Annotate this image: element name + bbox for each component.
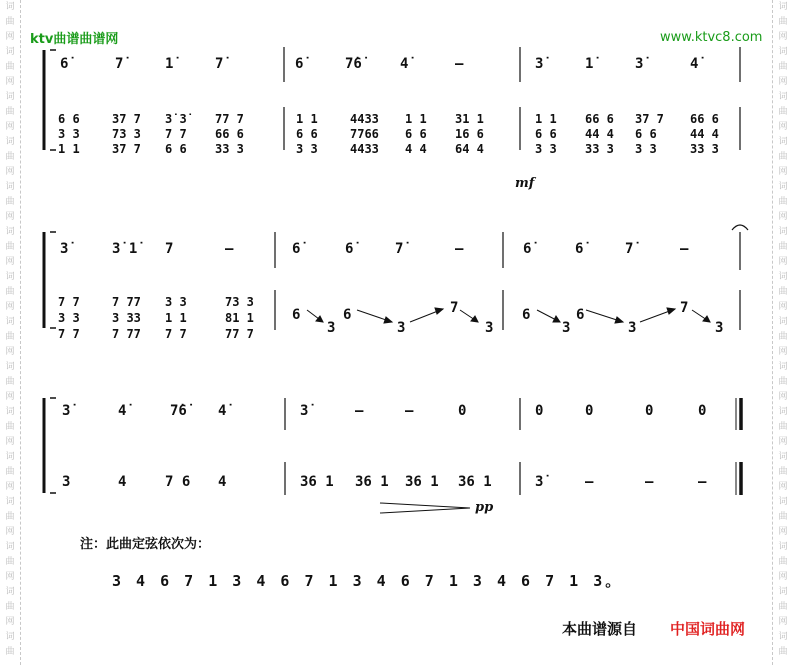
watermark-char: 网 bbox=[5, 167, 15, 177]
watermark-char: 网 bbox=[778, 32, 788, 42]
watermark-char: 词 bbox=[5, 587, 15, 597]
melody-note: 3̇ bbox=[535, 56, 544, 72]
watermark-char: 曲 bbox=[5, 512, 15, 522]
melody-note: 6̇ bbox=[345, 241, 354, 257]
melody-note: 6̇ bbox=[523, 241, 532, 257]
accomp-note-bottom: 77 7 bbox=[225, 327, 254, 341]
melody-note: – bbox=[455, 56, 464, 72]
watermark-char: 词 bbox=[778, 2, 788, 12]
accomp-note-mid: 81 1 bbox=[225, 311, 254, 325]
watermark-char: 网 bbox=[5, 302, 15, 312]
watermark-char: 词 bbox=[778, 137, 788, 147]
accomp-note-bottom: 7 7 bbox=[58, 327, 80, 341]
watermark-char: 词 bbox=[5, 227, 15, 237]
watermark-char: 词 bbox=[5, 362, 15, 372]
watermark-char: 曲 bbox=[5, 242, 15, 252]
watermark-char: 曲 bbox=[778, 602, 788, 612]
accomp-note-mid: 3 3 bbox=[58, 127, 80, 141]
melody-note: – bbox=[455, 241, 464, 257]
watermark-char: 词 bbox=[5, 497, 15, 507]
watermark-char: 词 bbox=[778, 362, 788, 372]
watermark-char: 词 bbox=[5, 182, 15, 192]
watermark-char: 曲 bbox=[5, 647, 15, 657]
watermark-char: 词 bbox=[5, 407, 15, 417]
watermark-char: 网 bbox=[778, 347, 788, 357]
watermark-char: 曲 bbox=[5, 17, 15, 27]
watermark-char: 网 bbox=[5, 32, 15, 42]
accomp-note-mid: 44 4 bbox=[585, 127, 614, 141]
arpeggio-note: 6 bbox=[292, 307, 301, 323]
watermark-char: 曲 bbox=[778, 242, 788, 252]
melody-note: 4̇ bbox=[218, 403, 227, 419]
watermark-char: 曲 bbox=[778, 152, 788, 162]
accomp-note: 7 6 bbox=[165, 474, 191, 490]
accomp-note-mid: 6 6 bbox=[296, 127, 318, 141]
watermark-char: 词 bbox=[5, 272, 15, 282]
melody-note: 0 bbox=[585, 403, 594, 419]
site-url[interactable]: www.ktvc8.com bbox=[660, 30, 763, 45]
accomp-note: – bbox=[645, 474, 654, 490]
watermark-char: 词 bbox=[778, 182, 788, 192]
melody-note: 6̇ bbox=[575, 241, 584, 257]
accomp-note-top: 1 1 bbox=[296, 112, 318, 126]
melody-note: – bbox=[225, 241, 234, 257]
accomp-note-bottom: 1 1 bbox=[58, 142, 80, 156]
arpeggio-note: 3 bbox=[715, 320, 724, 336]
melody-note: 0 bbox=[698, 403, 707, 419]
accomp-note-mid: 7 7 bbox=[165, 127, 187, 141]
accomp-note-bottom: 7 77 bbox=[112, 327, 141, 341]
melody-note: 4̇ bbox=[118, 403, 127, 419]
dynamic-marking: mf bbox=[515, 176, 535, 191]
accomp-note-mid: 6 6 bbox=[405, 127, 427, 141]
watermark-char: 网 bbox=[5, 617, 15, 627]
watermark-char: 曲 bbox=[5, 287, 15, 297]
accomp-note-bottom: 37 7 bbox=[112, 142, 141, 156]
melody-note: 6̇ bbox=[60, 56, 69, 72]
watermark-char: 网 bbox=[778, 482, 788, 492]
accomp-note-mid: 73 3 bbox=[112, 127, 141, 141]
watermark-char: 词 bbox=[778, 632, 788, 642]
melody-note: 6̇ bbox=[295, 56, 304, 72]
watermark-char: 曲 bbox=[5, 62, 15, 72]
accomp-note-bottom: 3 3 bbox=[535, 142, 557, 156]
accomp-note-top: 3̇ 3̇ bbox=[165, 112, 187, 126]
watermark-char: 网 bbox=[5, 257, 15, 267]
accomp-note: 3̇ bbox=[535, 474, 544, 490]
accomp-note-top: 3 3 bbox=[165, 295, 187, 309]
accomp-note-top: 37 7 bbox=[635, 112, 664, 126]
arpeggio-note: 3 bbox=[327, 320, 336, 336]
source-site-link[interactable]: 中国词曲网 bbox=[670, 620, 746, 638]
watermark-char: 网 bbox=[778, 527, 788, 537]
melody-note: 4̇ bbox=[400, 56, 409, 72]
accomp-note-mid: 66 6 bbox=[215, 127, 244, 141]
watermark-char: 曲 bbox=[778, 17, 788, 27]
melody-note: 0 bbox=[645, 403, 654, 419]
arpeggio-note: 3 bbox=[562, 320, 571, 336]
watermark-char: 词 bbox=[5, 542, 15, 552]
accomp-note-bottom: 33 3 bbox=[215, 142, 244, 156]
arpeggio-note: 6 bbox=[522, 307, 531, 323]
source-label: 本曲谱源自 bbox=[562, 620, 638, 638]
melody-note: 0 bbox=[458, 403, 467, 419]
melody-note: 1̇ bbox=[165, 56, 174, 72]
watermark-char: 曲 bbox=[778, 467, 788, 477]
watermark-char: 曲 bbox=[5, 602, 15, 612]
accomp-note: 36 1 bbox=[355, 474, 389, 490]
watermark-char: 网 bbox=[5, 437, 15, 447]
accomp-note-top: 73 3 bbox=[225, 295, 254, 309]
dynamic-marking: pp bbox=[475, 500, 494, 515]
accomp-note-bottom: 6 6 bbox=[165, 142, 187, 156]
tuning-sequence: 3 4 6 7 1 3 4 6 7 1 3 4 6 7 1 3 4 6 7 1 3。 bbox=[112, 572, 624, 590]
watermark-char: 词 bbox=[5, 317, 15, 327]
watermark-char: 曲 bbox=[778, 332, 788, 342]
accomp-note-top: 31 1 bbox=[455, 112, 484, 126]
watermark-char: 网 bbox=[5, 392, 15, 402]
accomp-note-mid: 3 33 bbox=[112, 311, 141, 325]
accomp-note-mid: 1 1 bbox=[165, 311, 187, 325]
watermark-char: 网 bbox=[778, 437, 788, 447]
accomp-note-bottom: 33 3 bbox=[585, 142, 614, 156]
watermark-char: 网 bbox=[778, 302, 788, 312]
melody-note: 0 bbox=[535, 403, 544, 419]
accomp-note-top: 7 77 bbox=[112, 295, 141, 309]
watermark-char: 词 bbox=[778, 542, 788, 552]
accomp-note-top: 1 1 bbox=[405, 112, 427, 126]
watermark-char: 词 bbox=[778, 47, 788, 57]
arpeggio-note: 7 bbox=[680, 300, 689, 316]
melody-note: – bbox=[680, 241, 689, 257]
arpeggio-note: 7 bbox=[450, 300, 459, 316]
accomp-note-top: 6 6 bbox=[58, 112, 80, 126]
watermark-char: 曲 bbox=[778, 287, 788, 297]
watermark-char: 网 bbox=[5, 347, 15, 357]
accomp-note: 4 bbox=[118, 474, 127, 490]
watermark-char: 词 bbox=[5, 632, 15, 642]
melody-note: 7̇ bbox=[395, 241, 404, 257]
accomp-note-top: 7 7 bbox=[58, 295, 80, 309]
watermark-char: 网 bbox=[5, 122, 15, 132]
watermark-char: 网 bbox=[778, 572, 788, 582]
watermark-char: 曲 bbox=[5, 557, 15, 567]
arpeggio-note: 3 bbox=[628, 320, 637, 336]
arpeggio-note: 6 bbox=[343, 307, 352, 323]
melody-note: 3̇ bbox=[300, 403, 309, 419]
melody-note: 4̇ bbox=[690, 56, 699, 72]
watermark-char: 词 bbox=[778, 587, 788, 597]
watermark-char: 曲 bbox=[5, 377, 15, 387]
watermark-char: 网 bbox=[778, 257, 788, 267]
accomp-note-top: 1 1 bbox=[535, 112, 557, 126]
watermark-char: 网 bbox=[5, 212, 15, 222]
accomp-note-top: 4433 bbox=[350, 112, 379, 126]
watermark-char: 曲 bbox=[5, 152, 15, 162]
tuning-note-label: 注：此曲定弦依次为： bbox=[80, 537, 211, 552]
watermark-char: 网 bbox=[5, 482, 15, 492]
watermark-char: 曲 bbox=[778, 512, 788, 522]
accomp-note-bottom: 3 3 bbox=[296, 142, 318, 156]
accomp-note-bottom: 33 3 bbox=[690, 142, 719, 156]
accomp-note: – bbox=[698, 474, 707, 490]
melody-note: 3̇ bbox=[62, 403, 71, 419]
watermark-char: 词 bbox=[5, 137, 15, 147]
melody-note: 7̇6̇ bbox=[170, 403, 187, 419]
melody-note: 7̇6̇ bbox=[345, 56, 362, 72]
watermark-char: 词 bbox=[5, 2, 15, 12]
watermark-char: 词 bbox=[778, 92, 788, 102]
melody-note: 3̇ bbox=[60, 241, 69, 257]
fermata-end bbox=[732, 225, 748, 230]
watermark-char: 词 bbox=[778, 227, 788, 237]
accomp-note-top: 37 7 bbox=[112, 112, 141, 126]
melody-note: – bbox=[355, 403, 364, 419]
accomp-note: 3 bbox=[62, 474, 71, 490]
watermark-char: 曲 bbox=[5, 332, 15, 342]
accomp-note-mid: 3 3 bbox=[58, 311, 80, 325]
watermark-char: 网 bbox=[5, 572, 15, 582]
arpeggio-note: 3 bbox=[485, 320, 494, 336]
accomp-note-bottom: 64 4 bbox=[455, 142, 484, 156]
watermark-char: 曲 bbox=[5, 107, 15, 117]
watermark-char: 词 bbox=[778, 407, 788, 417]
watermark-char: 网 bbox=[5, 77, 15, 87]
melody-note: 3̇ bbox=[635, 56, 644, 72]
watermark-char: 曲 bbox=[5, 467, 15, 477]
watermark-char: 词 bbox=[5, 452, 15, 462]
watermark-char: 曲 bbox=[778, 647, 788, 657]
watermark-char: 曲 bbox=[778, 107, 788, 117]
watermark-char: 曲 bbox=[5, 197, 15, 207]
accomp-note-top: 77 7 bbox=[215, 112, 244, 126]
arpeggio-note: 3 bbox=[397, 320, 406, 336]
accomp-note-mid: 7766 bbox=[350, 127, 379, 141]
arpeggio-note: 6 bbox=[576, 307, 585, 323]
melody-note: 1̇ bbox=[585, 56, 594, 72]
watermark-char: 网 bbox=[778, 212, 788, 222]
melody-note: 7̇ bbox=[115, 56, 124, 72]
watermark-char: 曲 bbox=[778, 197, 788, 207]
watermark-char: 词 bbox=[778, 497, 788, 507]
watermark-char: 曲 bbox=[5, 422, 15, 432]
melody-note: 6̇ bbox=[292, 241, 301, 257]
watermark-char: 曲 bbox=[778, 557, 788, 567]
melody-note: 7̇ bbox=[215, 56, 224, 72]
site-logo-text[interactable]: ktv曲谱曲谱网 bbox=[30, 32, 119, 47]
accomp-note: – bbox=[585, 474, 594, 490]
accomp-note-mid: 6 6 bbox=[535, 127, 557, 141]
accomp-note-top: 66 6 bbox=[690, 112, 719, 126]
accomp-note-bottom: 4433 bbox=[350, 142, 379, 156]
watermark-char: 网 bbox=[778, 77, 788, 87]
watermark-char: 曲 bbox=[778, 62, 788, 72]
watermark-char: 词 bbox=[778, 452, 788, 462]
accomp-note: 36 1 bbox=[300, 474, 334, 490]
accomp-note-top: 66 6 bbox=[585, 112, 614, 126]
watermark-char: 网 bbox=[778, 617, 788, 627]
accomp-note: 36 1 bbox=[405, 474, 439, 490]
watermark-char: 网 bbox=[778, 167, 788, 177]
melody-note: 3̇ 1̇ bbox=[112, 241, 138, 257]
watermark-char: 词 bbox=[5, 47, 15, 57]
watermark-char: 词 bbox=[5, 92, 15, 102]
melody-note: 7̇ bbox=[625, 241, 634, 257]
watermark-char: 网 bbox=[778, 392, 788, 402]
accomp-note-mid: 6 6 bbox=[635, 127, 657, 141]
accomp-note-mid: 16 6 bbox=[455, 127, 484, 141]
watermark-char: 曲 bbox=[778, 377, 788, 387]
accomp-note-bottom: 7 7 bbox=[165, 327, 187, 341]
accomp-note-mid: 44 4 bbox=[690, 127, 719, 141]
melody-note: – bbox=[405, 403, 414, 419]
watermark-char: 网 bbox=[778, 122, 788, 132]
accomp-note-bottom: 3 3 bbox=[635, 142, 657, 156]
melody-note: 7 bbox=[165, 241, 174, 257]
accomp-note: 36 1 bbox=[458, 474, 492, 490]
accomp-note: 4 bbox=[218, 474, 227, 490]
accomp-note-bottom: 4 4 bbox=[405, 142, 427, 156]
watermark-char: 网 bbox=[5, 527, 15, 537]
watermark-char: 词 bbox=[778, 272, 788, 282]
watermark-char: 词 bbox=[778, 317, 788, 327]
watermark-char: 曲 bbox=[778, 422, 788, 432]
